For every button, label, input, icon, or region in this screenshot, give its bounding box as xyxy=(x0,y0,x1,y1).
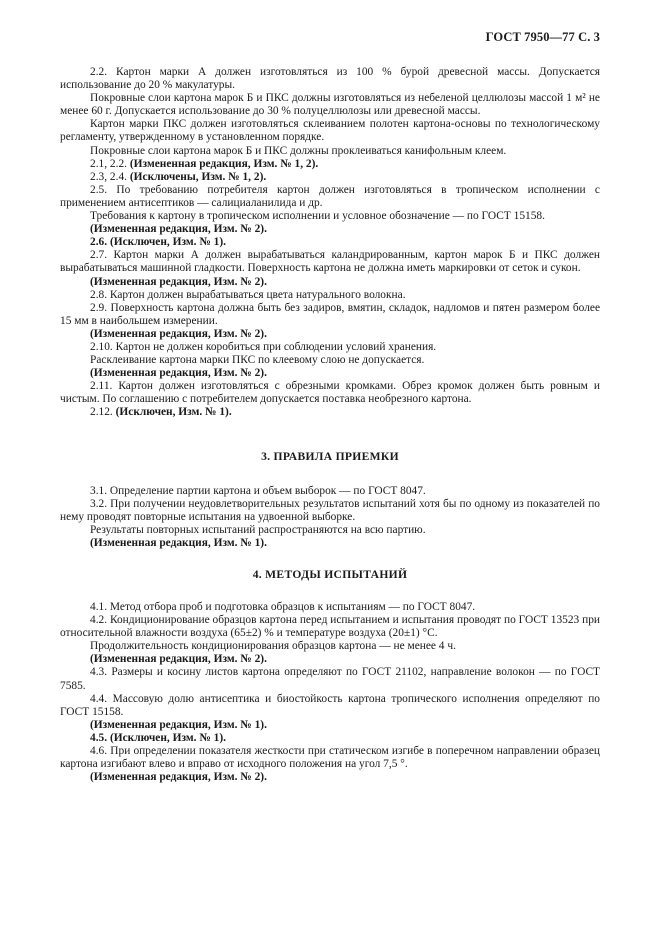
amendment-note: (Исключены, Изм. № 1, 2). xyxy=(129,170,267,183)
amendment-note: (Исключен, Изм. № 1). xyxy=(109,731,226,744)
clause-2-2-pks: Картон марки ПКС должен изготовляться склеиванием полотен картона-основы по технологическому регламенту, утвержденному в установленном порядке. xyxy=(60,118,600,144)
section-3-heading: 3. ПРАВИЛА ПРИЕМКИ xyxy=(261,449,399,463)
clause-2-1-2-2-note xyxy=(60,158,600,171)
amendment-note: (Измененная редакция, Изм. № 1). xyxy=(90,536,267,549)
amendment-note: (Измененная редакция, Изм. № 2). xyxy=(90,275,267,288)
clause-number: 2.6. xyxy=(90,236,108,249)
clause-number: 2.1, 2.2. xyxy=(90,157,128,170)
clause-2-5-tropical: Требования к картону в тропическом исполнении и условное обозначение — по ГОСТ 15158. xyxy=(90,210,545,223)
clause-3-1: 3.1. Определение партии картона и объем выборок — по ГОСТ 8047. xyxy=(90,484,426,497)
clause-2-10: 2.10. Картон не должен коробиться при соблюдении условий хранения. xyxy=(90,340,437,353)
clause-2-2-cover-layers: Покровные слои картона марок Б и ПКС должны изготовляться из небеленой целлюлозы массой 1 м² не менее 60 г. Допускается использование до 30 % полуцеллюлозы или древесной массы. xyxy=(60,92,600,118)
clause-2-12 xyxy=(60,406,600,419)
amendment-note: (Измененная редакция, Изм. № 2). xyxy=(90,367,267,380)
clause-2-9: 2.9. Поверхность картона должна быть без задиров, вмятин, складок, надломов и пятен размером более 15 мм в наибольшем измерении. xyxy=(60,301,600,327)
clause-2-6 xyxy=(60,236,600,249)
clause-number: 2.12. xyxy=(90,406,113,419)
clause-2-3-2-4 xyxy=(60,171,600,184)
amendment-note: (Измененная редакция, Изм. № 2). xyxy=(90,771,267,784)
clause-2-2-sizing: Покровные слои картона марок Б и ПКС должны проклеиваться канифольным клеем. xyxy=(90,144,507,157)
section-4-heading: 4. МЕТОДЫ ИСПЫТАНИЙ xyxy=(252,568,408,581)
clause-4-6: 4.6. При определении показателя жесткости при статическом изгибе в поперечном направлении образец картона изгибают влево и вправо от исходного положения на угол 7,5 °. xyxy=(60,745,600,771)
clause-4-1: 4.1. Метод отбора проб и подготовка образцов к испытаниям — по ГОСТ 8047. xyxy=(90,601,476,613)
amendment-note: (Измененная редакция, Изм. № 1, 2). xyxy=(129,157,319,170)
document-body xyxy=(60,66,600,784)
clause-number: 2.3, 2.4. xyxy=(90,170,128,183)
clause-4-5 xyxy=(60,732,600,745)
clause-2-10-pks: Расклеивание картона марки ПКС по клеевому слою не допускается. xyxy=(90,354,425,367)
clause-4-3: 4.3. Размеры и косину листов картона определяют по ГОСТ 21102, направление волокон — по ГОСТ 7585. xyxy=(60,666,600,692)
clause-2-2: 2.2. Картон марки А должен изготовляться из 100 % бурой древесной массы. Допускается использование до 20 % макулатуры. xyxy=(60,66,600,92)
amendment-note: (Исключен, Изм. № 1). xyxy=(109,236,226,249)
clause-2-5: 2.5. По требованию потребителя картон должен изготовляться в тропическом исполнении с применением антисептиков — салициаланилида и др. xyxy=(60,183,600,209)
clause-4-4: 4.4. Массовую долю антисептика и биостойкость картона тропического исполнения определяют по ГОСТ 15158. xyxy=(60,692,600,718)
running-header: ГОСТ 7950—77 С. 3 xyxy=(485,30,600,44)
clause-2-11: 2.11. Картон должен изготовляться с обрезными кромками. Обрез кромок должен быть ровным и чистым. По соглашению с потребителем допускается поставка необрезного картона. xyxy=(60,380,600,406)
clause-4-2-duration: Продолжительность кондиционирования образцов картона — не менее 4 ч. xyxy=(90,640,456,653)
clause-2-7: 2.7. Картон марки А должен вырабатываться каландрированным, картон марок Б и ПКС должен вырабатываться машинной гладкости. Поверхность картона не должна иметь маркировки от сеток и сукон. xyxy=(60,249,600,275)
clause-3-2-results: Результаты повторных испытаний распространяются на всю партию. xyxy=(90,523,426,536)
clause-2-8: 2.8. Картон должен вырабатываться цвета натурального волокна. xyxy=(90,288,406,301)
amendment-note: (Исключен, Изм. № 1). xyxy=(115,406,232,419)
clause-number: 4.5. xyxy=(90,731,108,744)
amendment-note: (Измененная редакция, Изм. № 1). xyxy=(90,718,267,731)
amendment-note: (Измененная редакция, Изм. № 2). xyxy=(90,223,267,236)
amendment-note: (Измененная редакция, Изм. № 2). xyxy=(90,653,267,666)
amendment-note: (Измененная редакция, Изм. № 2). xyxy=(90,327,267,340)
clause-4-2: 4.2. Кондиционирование образцов картона перед испытанием и испытания проводят по ГОСТ 13523 при относительной влажности воздуха (65±2) % и температуре воздуха (20±1) °С. xyxy=(60,614,600,640)
clause-3-2: 3.2. При получении неудовлетворительных результатов испытаний хотя бы по одному из показателей по нему проводят повторные испытания на удвоенной выборке. xyxy=(60,497,600,523)
